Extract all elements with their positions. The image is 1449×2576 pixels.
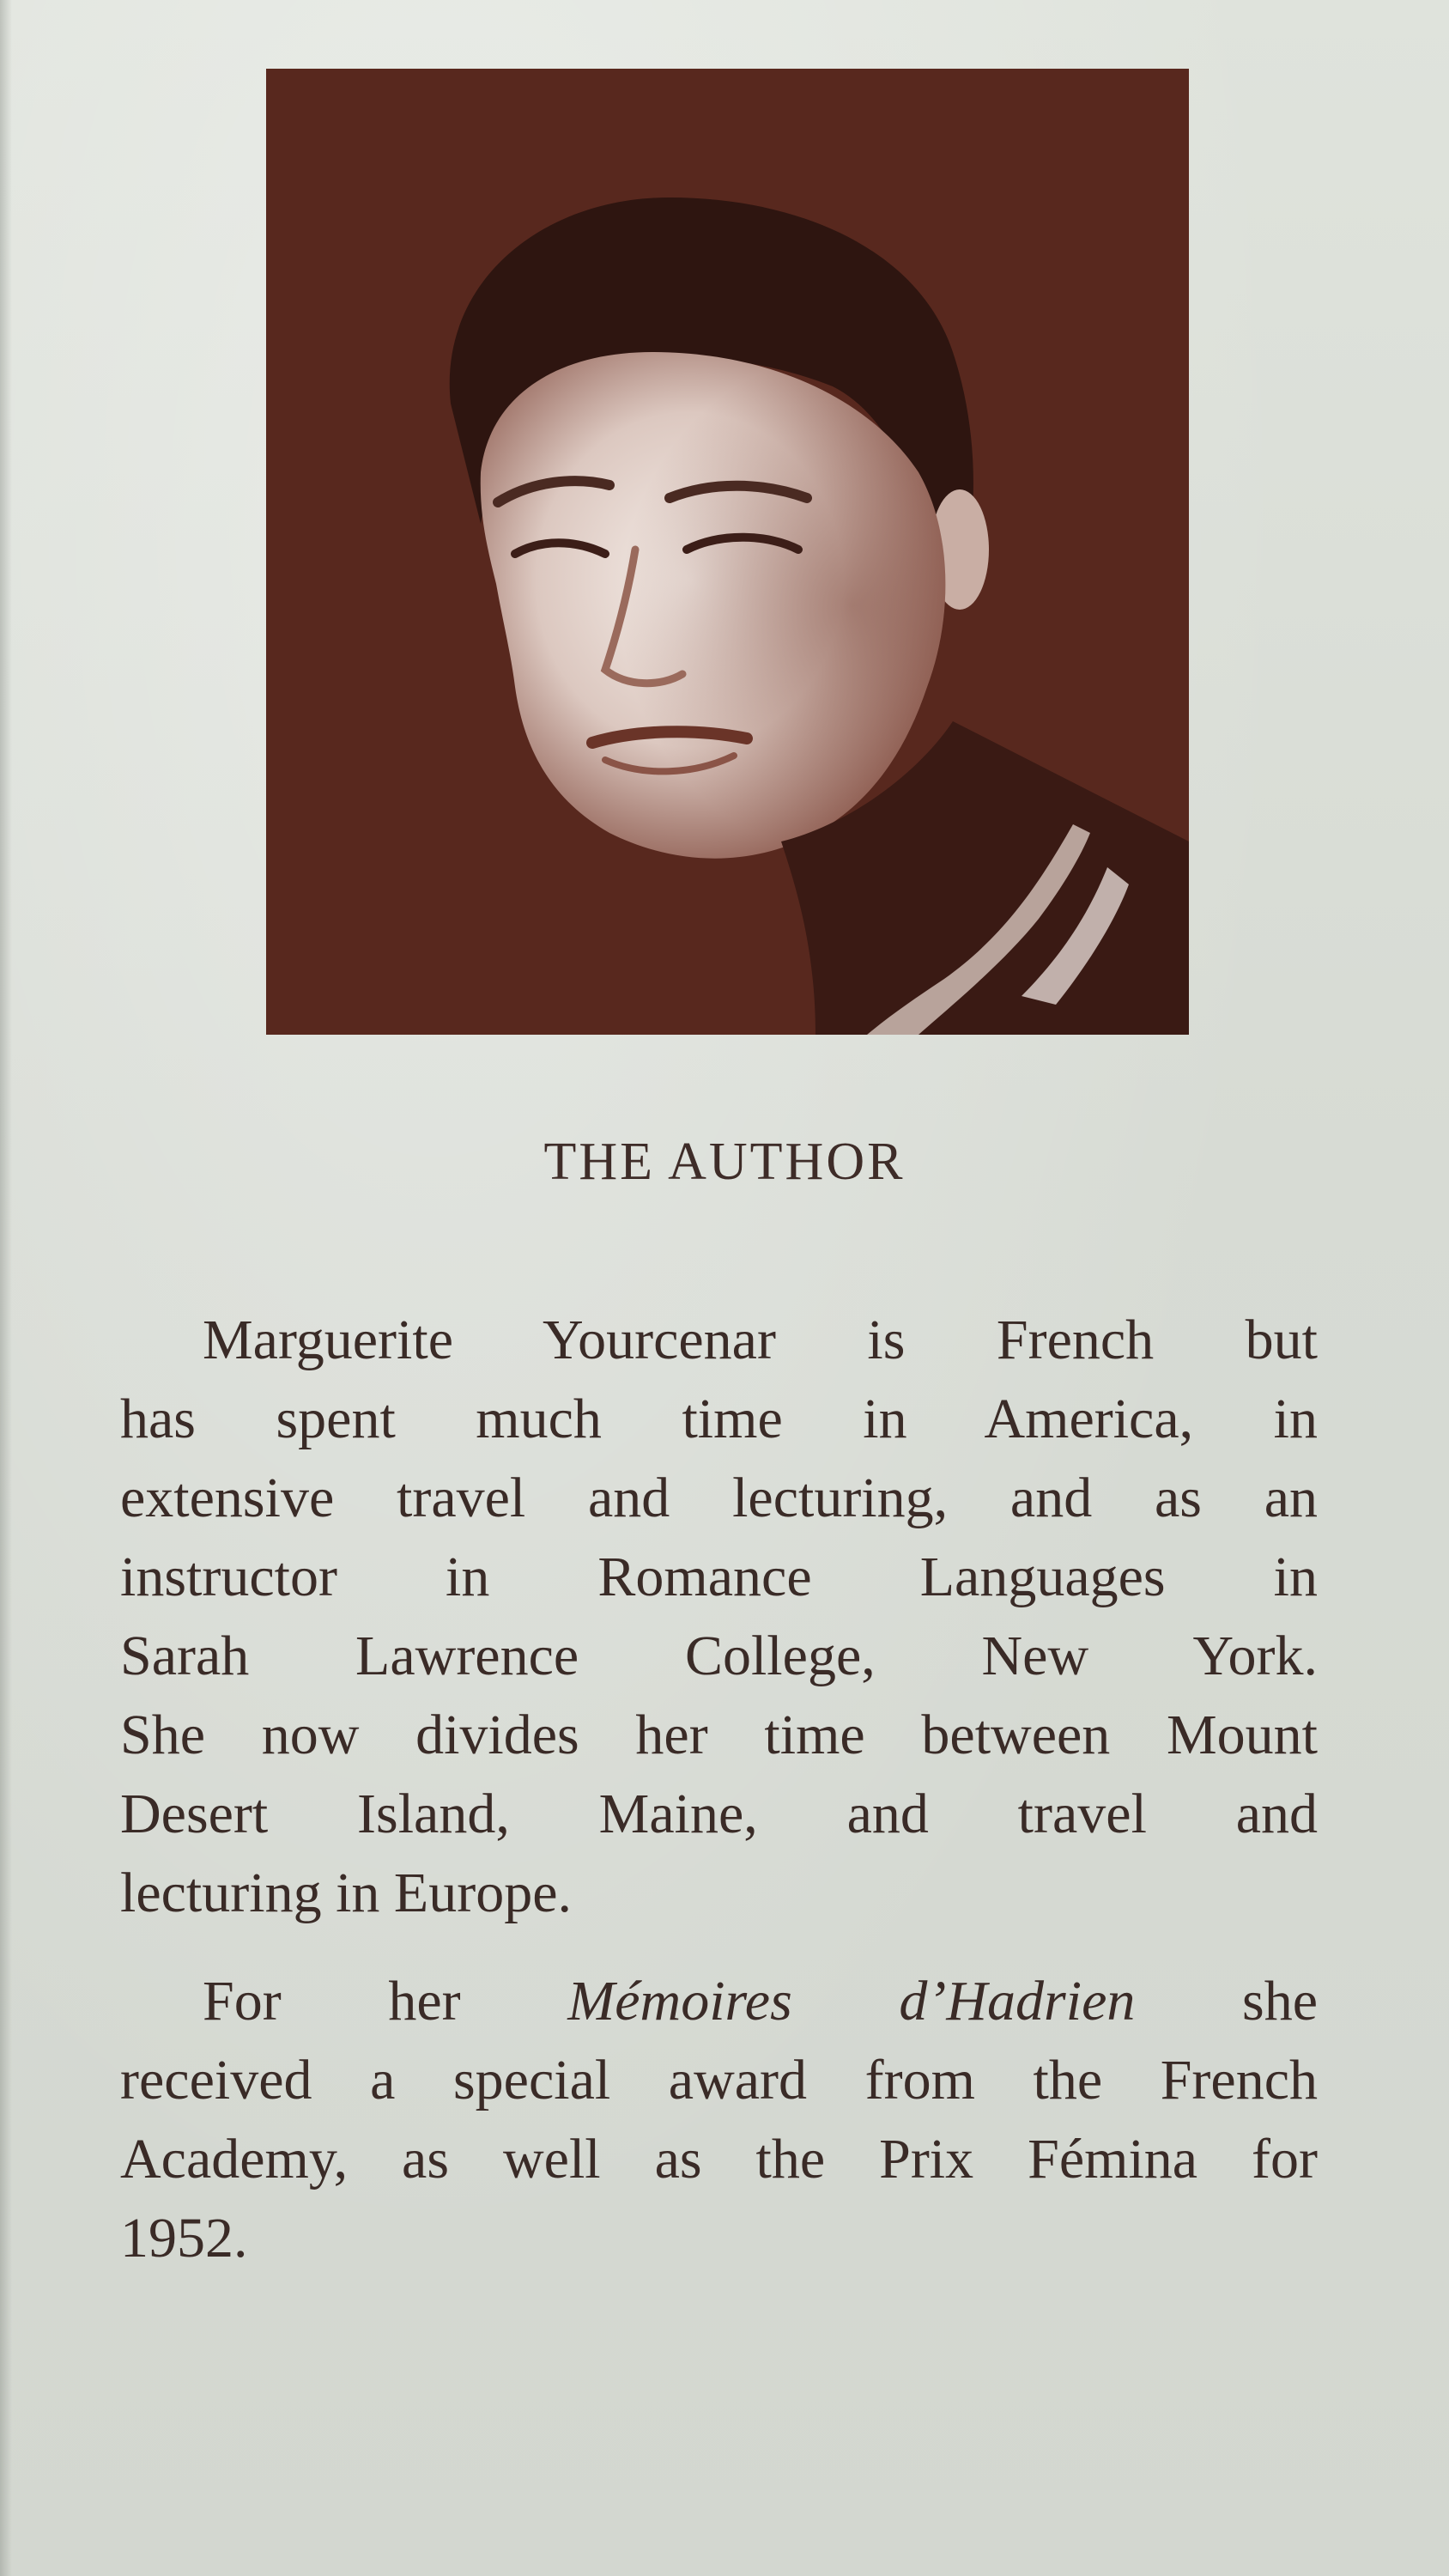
bio-line: Academy, as well as the Prix Fémina for — [120, 2128, 1318, 2190]
book-title: Mémoires d’Hadrien — [567, 1970, 1136, 2032]
section-heading: THE AUTHOR — [543, 1133, 906, 1191]
bio-line: instructor in Romance Languages in — [120, 1546, 1318, 1608]
bio-line: lecturing in Europe. — [120, 1862, 573, 1924]
bio-line: Sarah Lawrence College, New York. — [120, 1625, 1318, 1687]
bio-paragraph-2 — [120, 1962, 1318, 2278]
bio-line-suffix: she — [1135, 1970, 1318, 2032]
bio-line: Desert Island, Maine, and travel and — [120, 1783, 1318, 1845]
bio-line: Marguerite Yourcenar is French but — [203, 1309, 1318, 1371]
bio-line-with-title — [120, 1962, 1318, 2041]
bio-paragraph-1 — [120, 1301, 1318, 1933]
page-edge-shadow — [0, 0, 12, 2576]
bio-line: extensive travel and lecturing, and as an — [120, 1467, 1318, 1529]
bio-line: has spent much time in America, in — [120, 1388, 1318, 1450]
bio-line: 1952. — [120, 2207, 248, 2269]
portrait-illustration — [266, 69, 1189, 1035]
author-bio — [120, 1301, 1318, 2278]
bio-line: She now divides her time between Mount — [120, 1704, 1318, 1766]
bio-line-prefix: For her — [203, 1970, 568, 2032]
author-portrait — [266, 69, 1189, 1035]
bio-line: received a special award from the French — [120, 2049, 1318, 2111]
